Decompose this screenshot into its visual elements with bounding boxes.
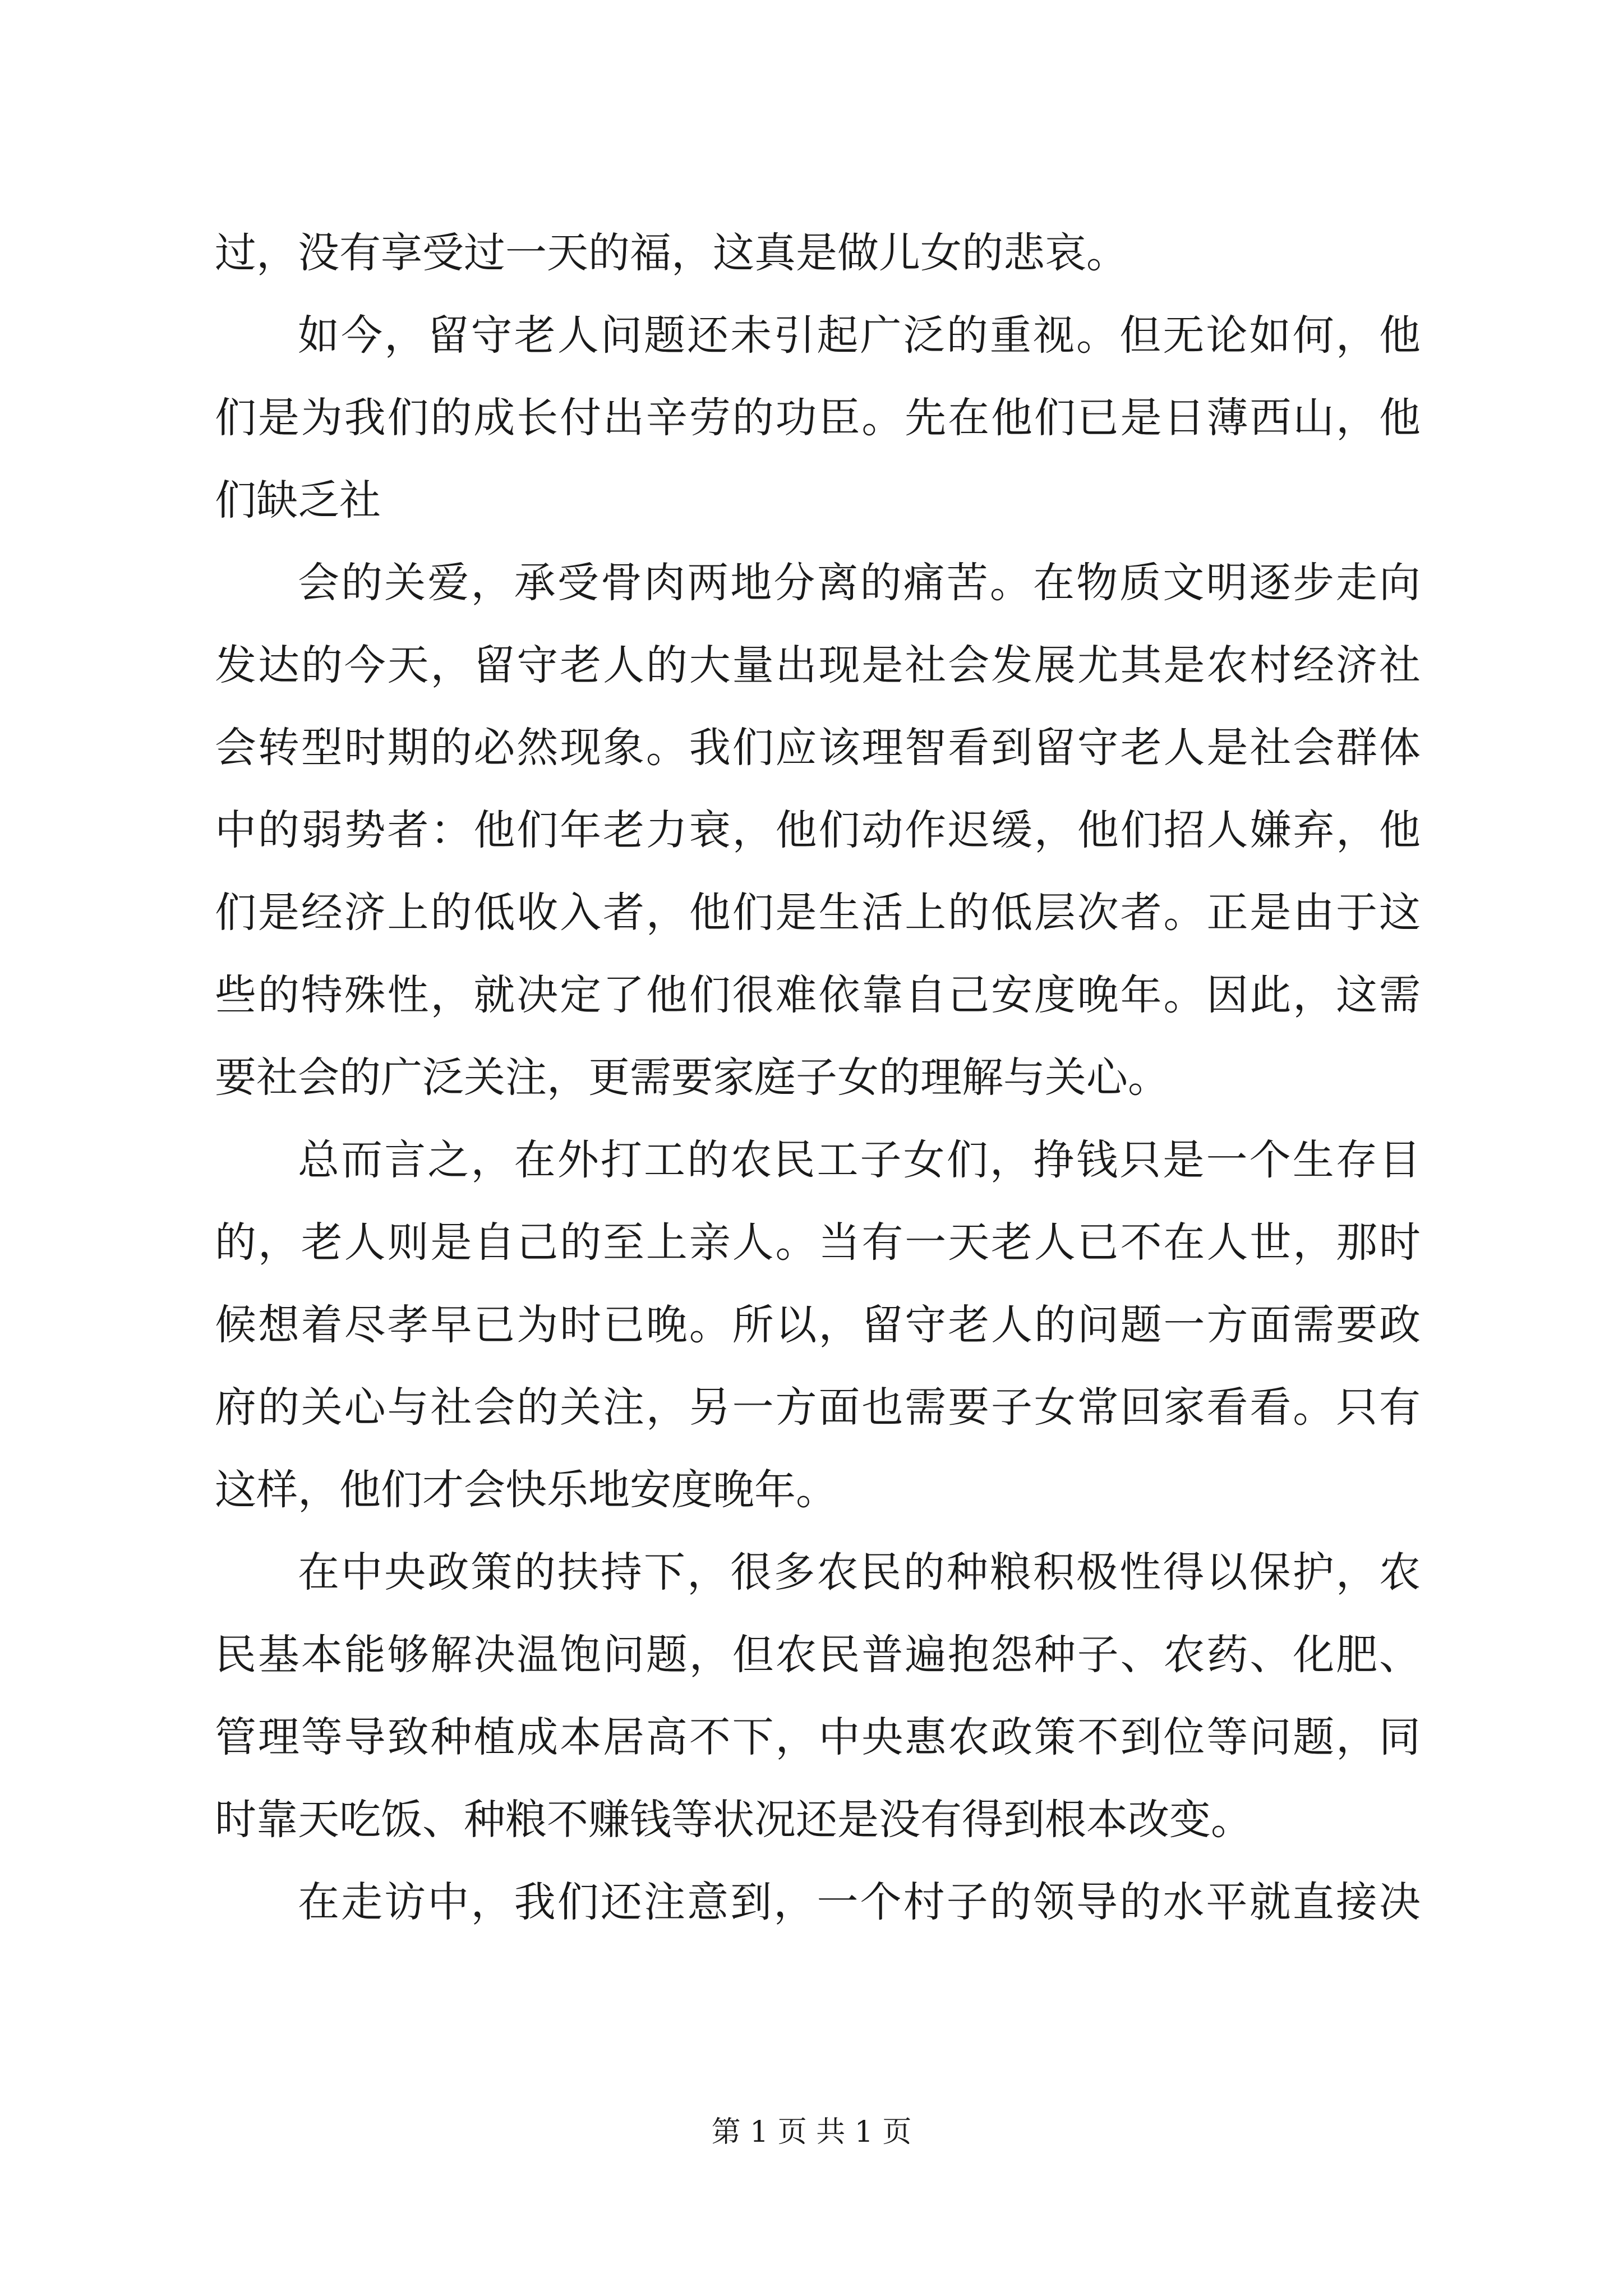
text-line: 要社会的广泛关注，更需要家庭子女的理解与关心。 bbox=[215, 1053, 1169, 1102]
text-line: 如今，留守老人问题还未引起广泛的重视。但无论如何，他 bbox=[298, 311, 1421, 360]
page-footer bbox=[0, 2113, 1623, 2152]
paragraph-5 bbox=[215, 1531, 1421, 1861]
page-number-label: 第 1 页 共 1 页 bbox=[711, 2115, 912, 2149]
document-body bbox=[215, 212, 1421, 1944]
text-line: 这样，他们才会快乐地安度晚年。 bbox=[215, 1466, 837, 1514]
text-line: 们是经济上的低收入者，他们是生活上的低层次者。正是由于这 bbox=[215, 889, 1421, 937]
text-line: 的，老人则是自己的至上亲人。当有一天老人已不在人世，那时 bbox=[215, 1218, 1421, 1267]
text-line: 候想着尽孝早已为时已晚。所以，留守老人的问题一方面需要政 bbox=[215, 1301, 1421, 1349]
text-line: 时靠天吃饭、种粮不赚钱等状况还是没有得到根本改变。 bbox=[215, 1796, 1252, 1844]
text-line: 过，没有享受过一天的福，这真是做儿女的悲哀。 bbox=[215, 229, 1128, 277]
text-line: 总而言之，在外打工的农民工子女们，挣钱只是一个生存目 bbox=[298, 1136, 1421, 1184]
paragraph-2 bbox=[215, 295, 1421, 542]
text-line: 中的弱势者：他们年老力衰，他们动作迟缓，他们招人嫌弃，他 bbox=[215, 806, 1421, 854]
text-line: 会的关爱，承受骨肉两地分离的痛苦。在物质文明逐步走向 bbox=[298, 559, 1421, 607]
paragraph-1 bbox=[215, 212, 1421, 295]
text-line: 们缺乏社 bbox=[215, 476, 381, 524]
text-line: 民基本能够解决温饱问题，但农民普遍抱怨种子、农药、化肥、 bbox=[215, 1631, 1421, 1679]
text-line: 府的关心与社会的关注，另一方面也需要子女常回家看看。只有 bbox=[215, 1383, 1421, 1432]
text-line: 在走访中，我们还注意到，一个村子的领导的水平就直接决 bbox=[298, 1878, 1421, 1926]
text-line: 管理等导致种植成本居高不下，中央惠农政策不到位等问题，同 bbox=[215, 1713, 1421, 1761]
text-line: 发达的今天，留守老人的大量出现是社会发展尤其是农村经济社 bbox=[215, 641, 1421, 689]
paragraph-3 bbox=[215, 542, 1421, 1119]
text-line: 在中央政策的扶持下，很多农民的种粮积极性得以保护，农 bbox=[298, 1548, 1421, 1596]
text-line: 些的特殊性，就决定了他们很难依靠自己安度晚年。因此，这需 bbox=[215, 971, 1421, 1019]
text-line: 们是为我们的成长付出辛劳的功臣。先在他们已是日薄西山，他 bbox=[215, 394, 1421, 442]
text-line: 会转型时期的必然现象。我们应该理智看到留守老人是社会群体 bbox=[215, 724, 1421, 772]
paragraph-4 bbox=[215, 1119, 1421, 1531]
paragraph-6 bbox=[215, 1861, 1421, 1944]
